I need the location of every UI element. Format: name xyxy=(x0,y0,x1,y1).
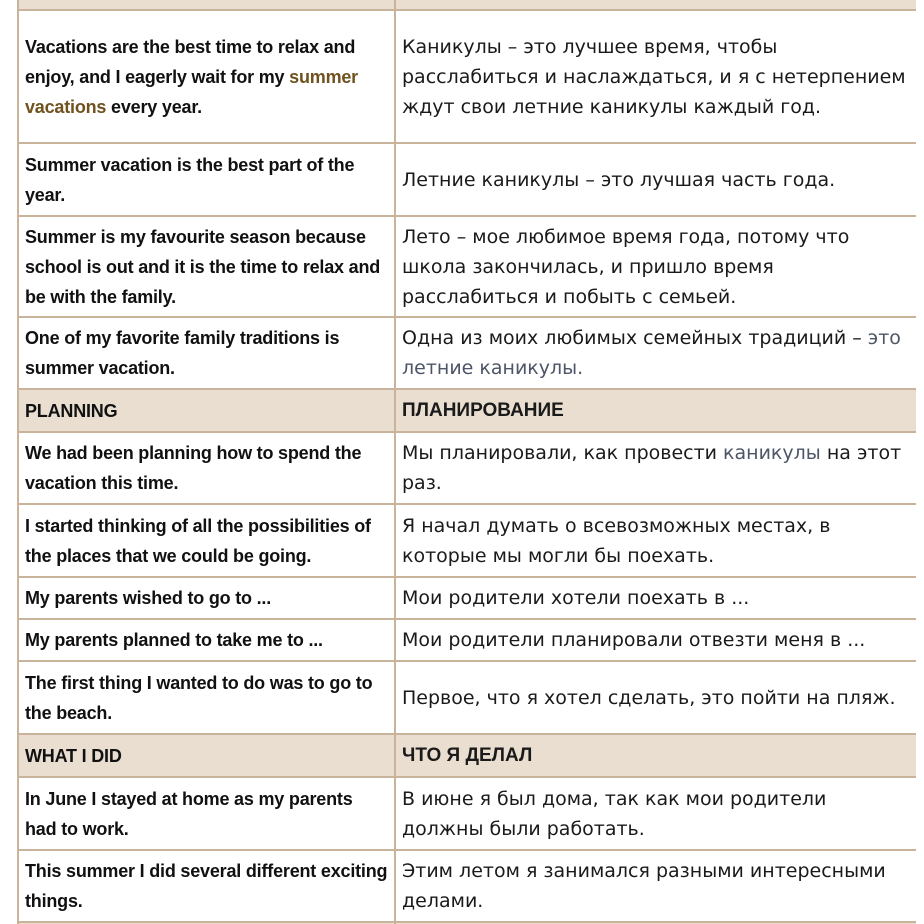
russian-cell: Мы планировали, как провести каникулы на этот раз. xyxy=(395,432,916,504)
table-row xyxy=(18,317,916,389)
english-cell: My parents planned to take me to ... xyxy=(18,619,395,661)
english-cell: The first thing I wanted to do was to go to the beach. xyxy=(18,661,395,734)
left-margin xyxy=(0,0,17,924)
vocabulary-table xyxy=(17,0,916,924)
english-cell: One of my favorite family traditions is summer vacation. xyxy=(18,317,395,389)
table-row xyxy=(18,216,916,317)
russian-cell: Мои родители планировали отвезти меня в ... xyxy=(395,619,916,661)
highlighted-phrase: каникулы xyxy=(723,442,821,464)
section-header-row xyxy=(18,389,916,432)
russian-cell: Мои родители хотели поехать в ... xyxy=(395,577,916,619)
section-header-row xyxy=(18,734,916,777)
russian-cell: Первое, что я хотел сделать, это пойти на пляж. xyxy=(395,661,916,734)
highlighted-phrase: summer vacations xyxy=(25,66,358,117)
english-cell xyxy=(18,0,395,10)
table-row xyxy=(18,10,916,143)
table-row xyxy=(18,432,916,504)
table-row xyxy=(18,850,916,922)
english-cell: This summer I did several different exciting things. xyxy=(18,850,395,922)
russian-cell: В июне я был дома, так как мои родители должны были работать. xyxy=(395,777,916,850)
highlighted-phrase: это летние каникулы. xyxy=(402,327,901,379)
russian-cell: Каникулы – это лучшее время, чтобы расслабиться и наслаждаться, и я с нетерпением ждут свои летние каникулы каждый год. xyxy=(395,10,916,143)
table-row xyxy=(18,777,916,850)
russian-cell: Летние каникулы – это лучшая часть года. xyxy=(395,143,916,216)
table-row xyxy=(18,661,916,734)
english-cell: Summer is my favourite season because school is out and it is the time to relax and be with the family. xyxy=(18,216,395,317)
section-title-ru: ЧТО Я ДЕЛАЛ xyxy=(395,734,916,777)
english-cell: Summer vacation is the best part of the year. xyxy=(18,143,395,216)
russian-cell: Одна из моих любимых семейных традиций – это летние каникулы. xyxy=(395,317,916,389)
english-cell: My parents wished to go to ... xyxy=(18,577,395,619)
section-title-ru: ПЛАНИРОВАНИЕ xyxy=(395,389,916,432)
table-row xyxy=(18,577,916,619)
table-row xyxy=(18,619,916,661)
english-cell: In June I stayed at home as my parents had to work. xyxy=(18,777,395,850)
right-margin xyxy=(916,0,924,924)
table-row xyxy=(18,0,916,10)
table-row xyxy=(18,143,916,216)
table-row xyxy=(18,504,916,577)
russian-cell: Лето – мое любимое время года, потому что школа закончилась, и пришло время расслабиться и побыть с семьей. xyxy=(395,216,916,317)
russian-cell xyxy=(395,0,916,10)
english-cell: Vacations are the best time to relax and enjoy, and I eagerly wait for my summer vacations every year. xyxy=(18,10,395,143)
section-title-en: PLANNING xyxy=(18,389,395,432)
english-cell: I started thinking of all the possibilities of the places that we could be going. xyxy=(18,504,395,577)
english-cell: We had been planning how to spend the vacation this time. xyxy=(18,432,395,504)
russian-cell: Я начал думать о всевозможных местах, в которые мы могли бы поехать. xyxy=(395,504,916,577)
russian-cell: Этим летом я занимался разными интересными делами. xyxy=(395,850,916,922)
vocabulary-table-frame xyxy=(17,0,916,924)
section-title-en: WHAT I DID xyxy=(18,734,395,777)
